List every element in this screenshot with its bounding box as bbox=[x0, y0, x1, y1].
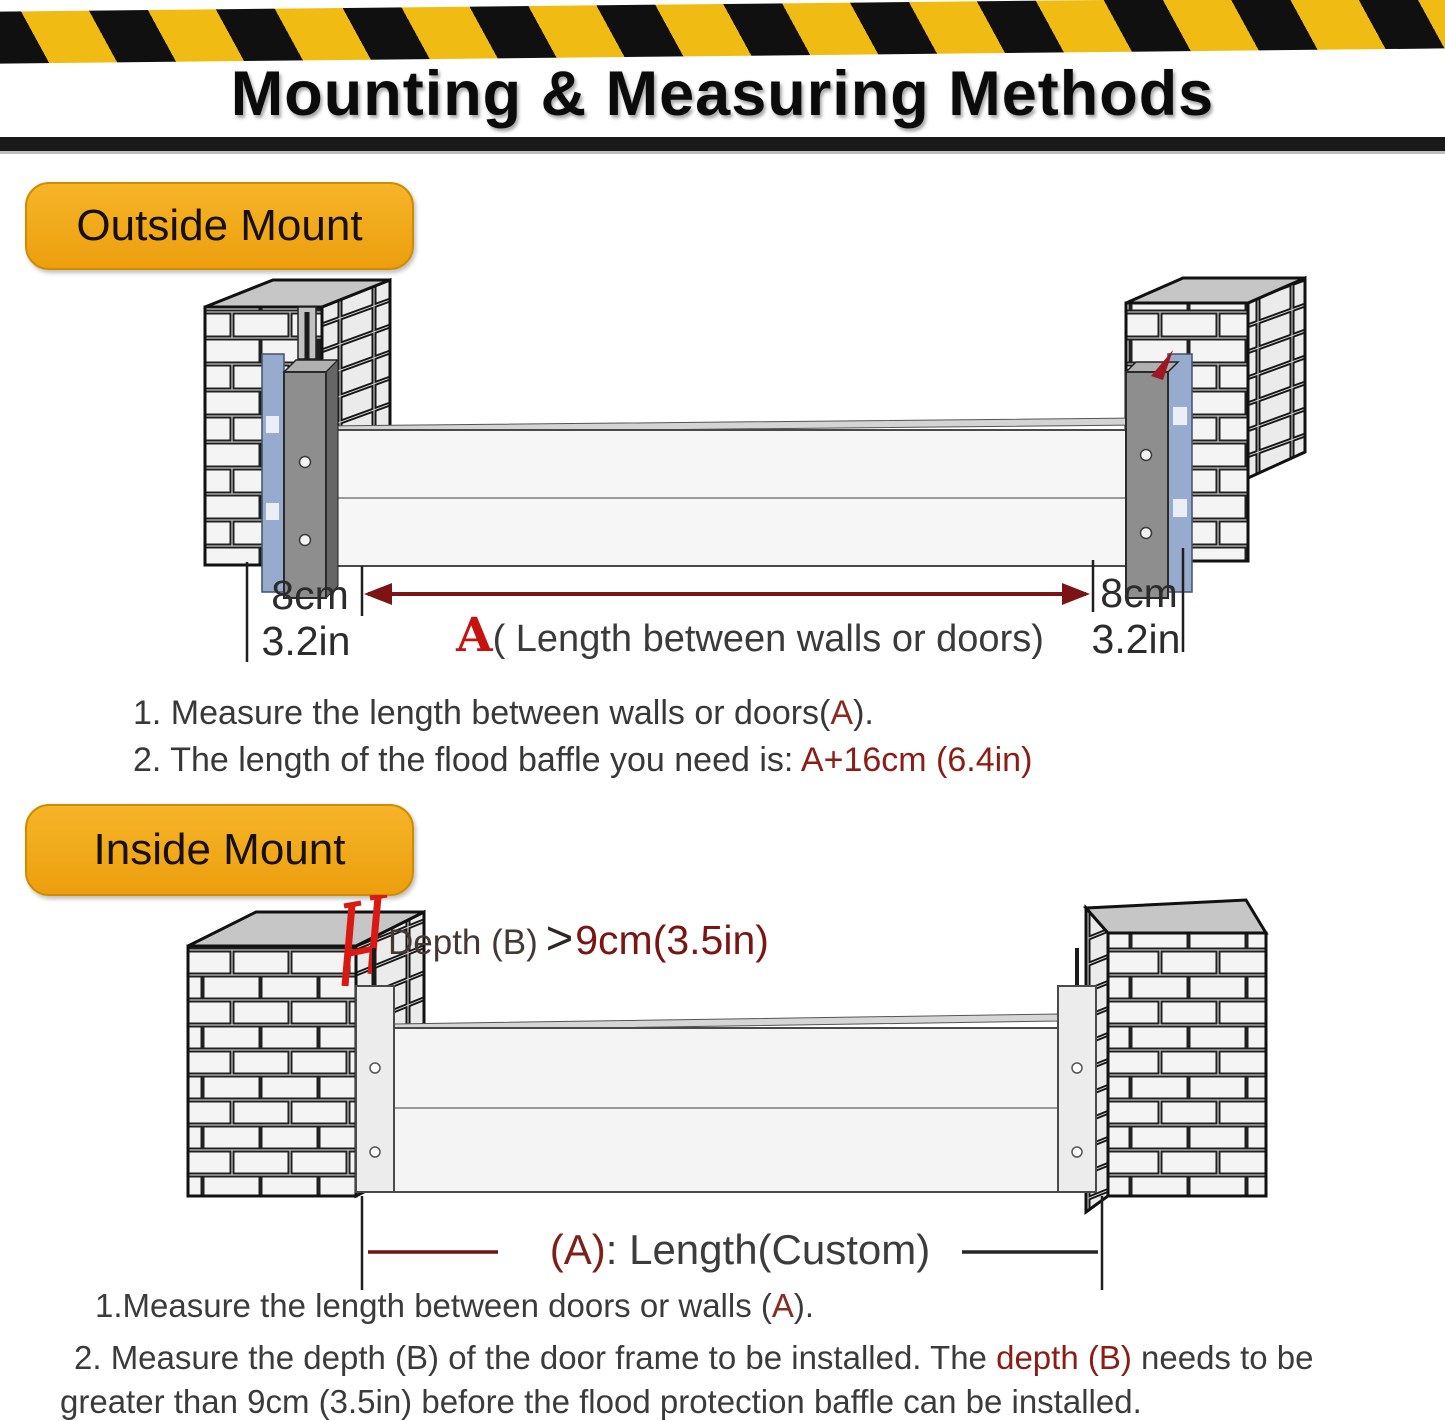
inside-step1-A: A bbox=[771, 1287, 794, 1324]
inside-step-2 bbox=[60, 1336, 1412, 1421]
outside-step1-end: ). bbox=[853, 694, 874, 732]
depth-b-label bbox=[388, 910, 769, 965]
title-divider bbox=[0, 137, 1445, 151]
outside-step1-text: 1. Measure the length between walls or doors( bbox=[133, 694, 831, 732]
outside-step2-text: 2. The length of the flood baffle you need is: bbox=[133, 741, 801, 779]
inside-step-1 bbox=[95, 1284, 814, 1328]
page-title: Mounting & Measuring Methods bbox=[230, 59, 1215, 129]
inside-step1-text: 1.Measure the length between doors or walls ( bbox=[95, 1287, 772, 1324]
length-a-dimension-label bbox=[405, 608, 1095, 663]
length-custom-label bbox=[400, 1226, 1080, 1274]
inside-step1-end: ). bbox=[793, 1287, 815, 1324]
right-gap-cm: 8cm bbox=[1100, 570, 1178, 616]
length-a-caption: ( Length between walls or doors) bbox=[492, 618, 1044, 660]
right-pillar bbox=[1086, 900, 1266, 1212]
outside-step2-formula: A+16cm (6.4in) bbox=[800, 741, 1033, 779]
flood-barrier-panel bbox=[322, 418, 1140, 566]
inside-step2-depth-b: depth (B) bbox=[996, 1339, 1132, 1376]
outside-step1-A: A bbox=[830, 694, 854, 732]
inside-step2-end: needs to be greater than 9cm (3.5in) before the flood protection baffle can be installed. bbox=[60, 1339, 1314, 1421]
left-mount-bracket bbox=[262, 354, 338, 598]
inside-mount-label-text: Inside Mount bbox=[93, 825, 346, 874]
left-gap-cm: 8cm bbox=[271, 572, 349, 618]
right-gap-inch: 3.2in bbox=[1091, 616, 1181, 662]
greater-than-sign: > bbox=[545, 911, 574, 964]
outside-step-1 bbox=[133, 694, 874, 733]
hazard-stripe-banner bbox=[0, 0, 1445, 64]
flood-barrier-panel bbox=[394, 1014, 1060, 1192]
outside-step-2 bbox=[133, 741, 1032, 780]
length-custom-prefix: (A) bbox=[549, 1226, 606, 1273]
inside-step2-text: 2. Measure the depth (B) of the door frame to be installed. The bbox=[74, 1339, 997, 1376]
length-custom-caption: : Length(Custom) bbox=[605, 1226, 931, 1273]
outside-mount-label bbox=[25, 182, 414, 270]
outside-mount-label-text: Outside Mount bbox=[76, 201, 363, 250]
left-gap-inch: 3.2in bbox=[261, 618, 351, 664]
depth-b-value: 9cm(3.5in) bbox=[575, 917, 769, 963]
depth-b-caption: Depth (B) bbox=[388, 923, 538, 962]
title-divider-shadow bbox=[0, 151, 1445, 154]
inside-mount-label bbox=[25, 804, 414, 896]
length-a-letter: A bbox=[456, 608, 493, 663]
